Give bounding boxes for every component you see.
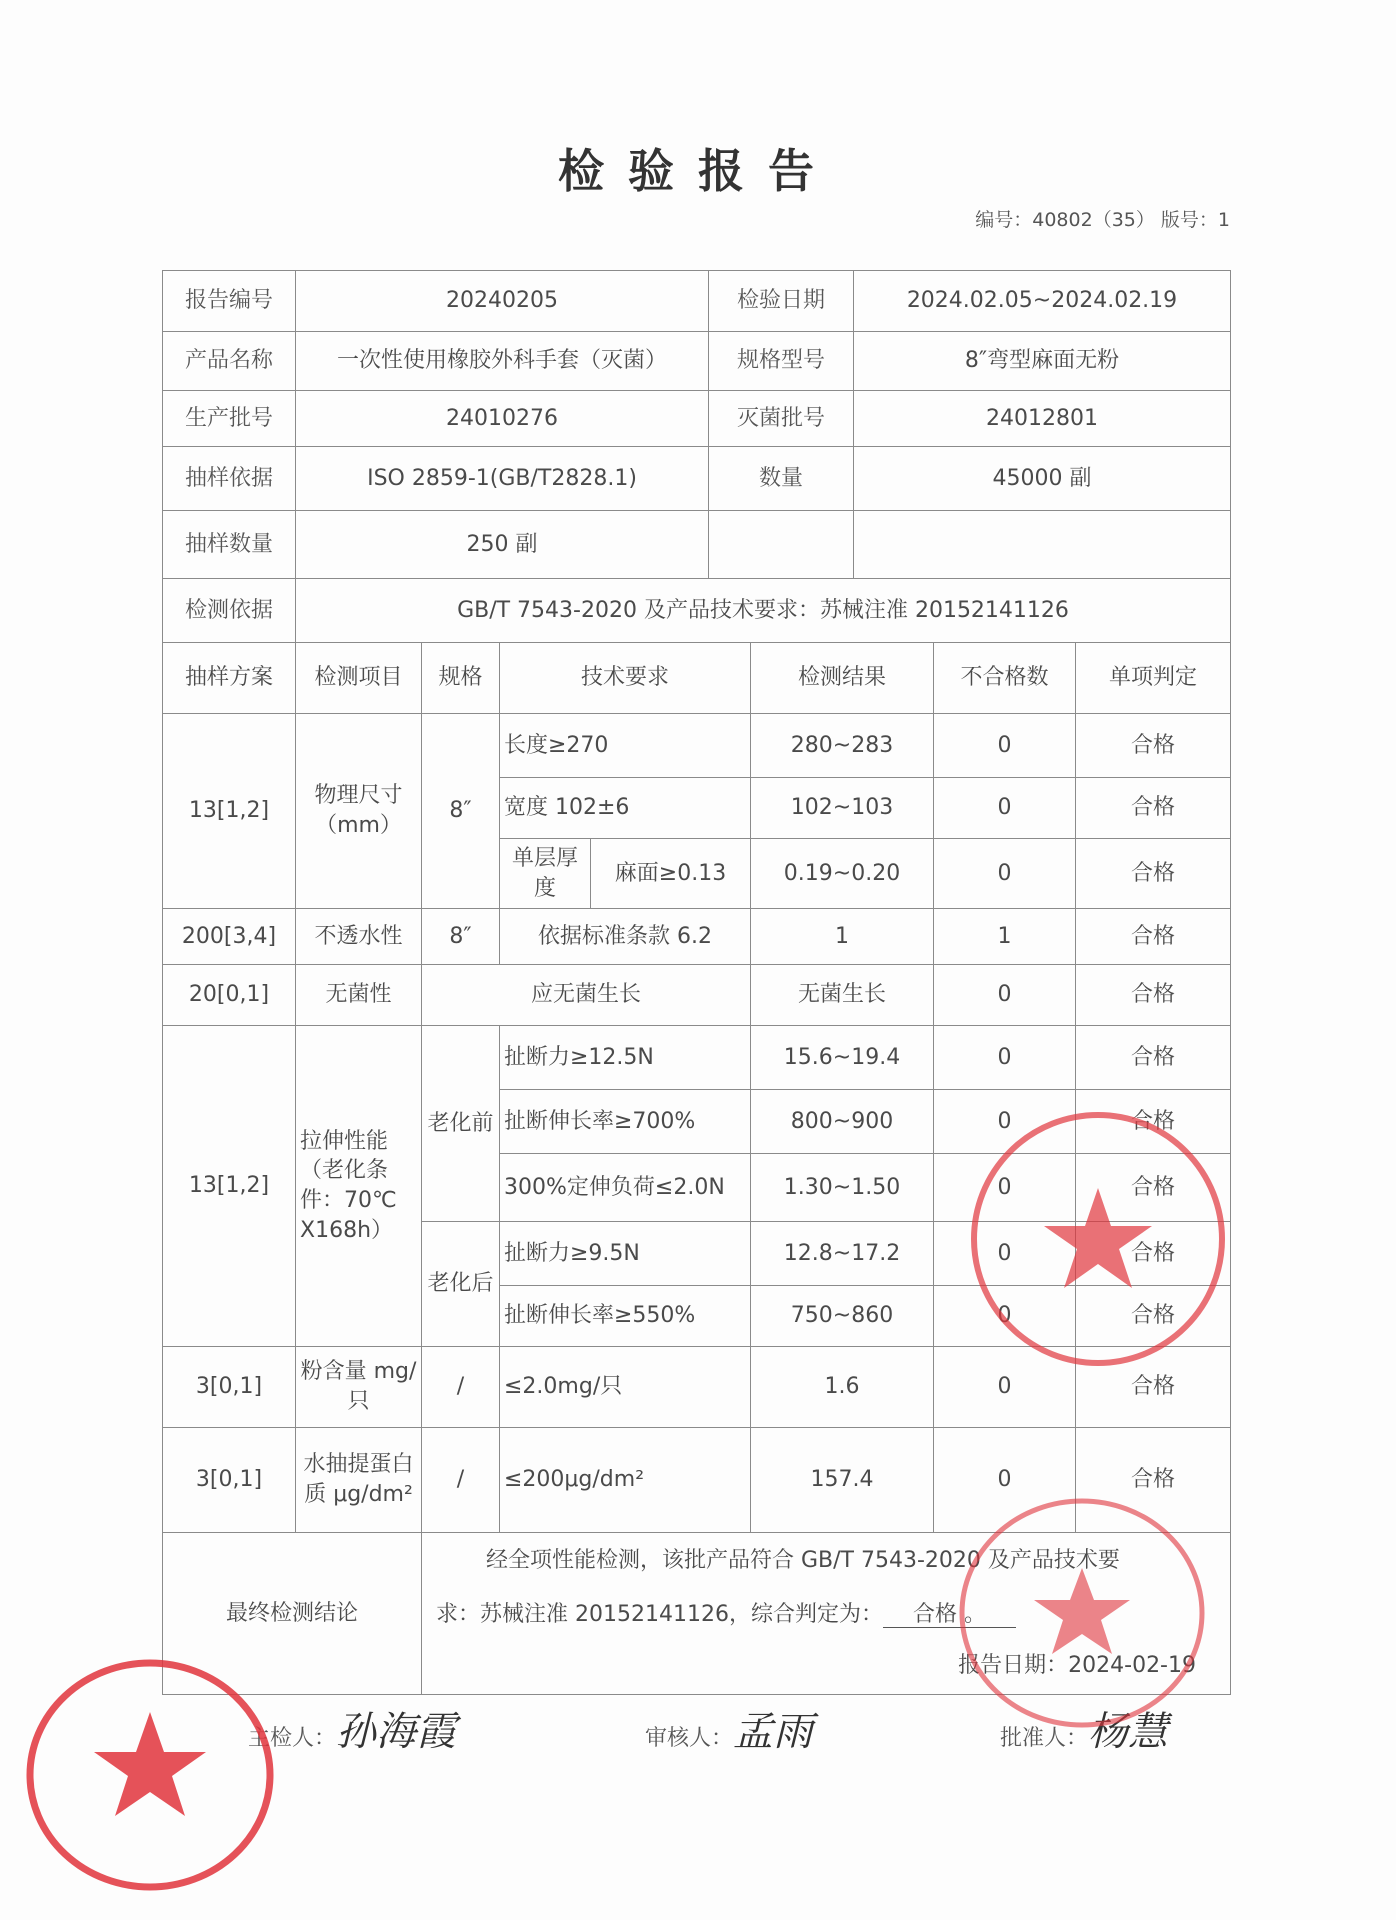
product-name: 一次性使用橡胶外科手套（灭菌） bbox=[296, 332, 709, 391]
test-basis: GB/T 7543-2020 及产品技术要求：苏械注准 20152141126 bbox=[296, 579, 1231, 643]
sample-quantity: 250 副 bbox=[296, 511, 709, 579]
requirement: 扯断伸长率≥550% bbox=[500, 1286, 751, 1347]
requirement: 300%定伸负荷≤2.0N bbox=[500, 1154, 751, 1222]
label: 报告编号 bbox=[163, 271, 296, 332]
requirement bbox=[500, 839, 751, 909]
requirement: 扯断力≥9.5N bbox=[500, 1222, 751, 1286]
column-header: 技术要求 bbox=[500, 643, 751, 714]
verdict-period: 。 bbox=[963, 1601, 986, 1627]
fail-count: 0 bbox=[934, 1222, 1076, 1286]
aging-after: 老化后 bbox=[422, 1222, 500, 1347]
reviewer-label: 审核人： bbox=[645, 1726, 734, 1751]
inspector-handwriting: 孙海霞 bbox=[336, 1709, 457, 1755]
label: 检测依据 bbox=[163, 579, 296, 643]
spec: 8″ bbox=[422, 909, 500, 965]
result: 1 bbox=[751, 909, 934, 965]
verdict-text: 合格 bbox=[912, 1601, 957, 1627]
sampling-plan: 13[1,2] bbox=[163, 714, 296, 909]
spec: 8″ bbox=[422, 714, 500, 909]
fail-count: 0 bbox=[934, 1026, 1076, 1090]
empty-cell bbox=[854, 511, 1231, 579]
column-header: 规格 bbox=[422, 643, 500, 714]
inspection-date: 2024.02.05~2024.02.19 bbox=[854, 271, 1231, 332]
approver-label: 批准人： bbox=[1000, 1726, 1089, 1751]
table-row bbox=[163, 714, 1231, 778]
quantity: 45000 副 bbox=[854, 447, 1231, 511]
result: 102~103 bbox=[751, 778, 934, 839]
sampling-plan: 13[1,2] bbox=[163, 1026, 296, 1347]
column-header: 抽样方案 bbox=[163, 643, 296, 714]
table-row bbox=[163, 1026, 1231, 1090]
report-date: 报告日期：2024-02-19 bbox=[958, 1653, 1196, 1679]
sampling-basis: ISO 2859-1(GB/T2828.1) bbox=[296, 447, 709, 511]
judgment: 合格 bbox=[1076, 1090, 1231, 1154]
result: 750~860 bbox=[751, 1286, 934, 1347]
requirement: 扯断伸长率≥700% bbox=[500, 1090, 751, 1154]
judgment: 合格 bbox=[1076, 714, 1231, 778]
production-batch: 24010276 bbox=[296, 391, 709, 447]
label: 产品名称 bbox=[163, 332, 296, 391]
result: 0.19~0.20 bbox=[751, 839, 934, 909]
column-header: 检测结果 bbox=[751, 643, 934, 714]
label: 灭菌批号 bbox=[709, 391, 854, 447]
judgment: 合格 bbox=[1076, 1428, 1231, 1533]
quality-stamp bbox=[22, 1650, 282, 1900]
requirement: 依据标准条款 6.2 bbox=[500, 909, 751, 965]
result: 280~283 bbox=[751, 714, 934, 778]
spec: / bbox=[422, 1428, 500, 1533]
sampling-plan: 20[0,1] bbox=[163, 965, 296, 1026]
warehouse-stamp bbox=[966, 1108, 1230, 1370]
fail-count: 0 bbox=[934, 778, 1076, 839]
judgment: 合格 bbox=[1076, 1222, 1231, 1286]
header-row bbox=[163, 643, 1231, 714]
fail-count: 1 bbox=[934, 909, 1076, 965]
requirement: 应无菌生长 bbox=[422, 965, 751, 1026]
column-header: 检测项目 bbox=[296, 643, 422, 714]
fail-count: 0 bbox=[934, 839, 1076, 909]
conclusion-line: 经全项性能检测，该批产品符合 GB/T 7543-2020 及产品技术要 bbox=[486, 1547, 1120, 1573]
fail-count: 0 bbox=[934, 1286, 1076, 1347]
spec-model: 8″弯型麻面无粉 bbox=[854, 332, 1231, 391]
judgment: 合格 bbox=[1076, 1026, 1231, 1090]
fail-count: 0 bbox=[934, 1428, 1076, 1533]
result: 157.4 bbox=[751, 1428, 934, 1533]
test-item: 拉伸性能（老化条件：70℃ X168h） bbox=[296, 1026, 422, 1347]
label: 抽样依据 bbox=[163, 447, 296, 511]
reviewer-handwriting: 孟雨 bbox=[733, 1709, 814, 1755]
result: 800~900 bbox=[751, 1090, 934, 1154]
test-item: 无菌性 bbox=[296, 965, 422, 1026]
label: 检验日期 bbox=[709, 271, 854, 332]
test-item: 不透水性 bbox=[296, 909, 422, 965]
result: 1.6 bbox=[751, 1347, 934, 1428]
test-item: 粉含量 mg/只 bbox=[296, 1347, 422, 1428]
column-header: 单项判定 bbox=[1076, 643, 1231, 714]
judgment: 合格 bbox=[1076, 1347, 1231, 1428]
label: 数量 bbox=[709, 447, 854, 511]
document-number: 编号：40802（35） 版号：1 bbox=[975, 209, 1230, 231]
result: 15.6~19.4 bbox=[751, 1026, 934, 1090]
sampling-plan: 3[0,1] bbox=[163, 1428, 296, 1533]
fail-count: 0 bbox=[934, 1090, 1076, 1154]
label: 抽样数量 bbox=[163, 511, 296, 579]
label: 规格型号 bbox=[709, 332, 854, 391]
empty-cell bbox=[709, 511, 854, 579]
test-item: 物理尺寸（mm） bbox=[296, 714, 422, 909]
report-title: 检验报告 bbox=[558, 144, 838, 198]
fail-count: 0 bbox=[934, 714, 1076, 778]
fail-count: 0 bbox=[934, 1154, 1076, 1222]
sampling-plan: 3[0,1] bbox=[163, 1347, 296, 1428]
judgment: 合格 bbox=[1076, 1286, 1231, 1347]
requirement-value: 麻面≥0.13 bbox=[614, 860, 727, 886]
judgment: 合格 bbox=[1076, 965, 1231, 1026]
judgment: 合格 bbox=[1076, 1154, 1231, 1222]
judgment: 合格 bbox=[1076, 909, 1231, 965]
requirement: 宽度 102±6 bbox=[500, 778, 751, 839]
report-number: 20240205 bbox=[296, 271, 709, 332]
conclusion-line: 求：苏械注准 20152141126，综合判定为： bbox=[436, 1601, 883, 1627]
company-stamp bbox=[952, 1488, 1212, 1738]
requirement-label: 单层厚度 bbox=[500, 839, 591, 908]
column-header: 不合格数 bbox=[934, 643, 1076, 714]
reviewer-signature bbox=[645, 1700, 813, 1757]
requirement: ≤200μg/dm² bbox=[500, 1428, 751, 1533]
requirement: ≤2.0mg/只 bbox=[500, 1347, 751, 1428]
requirement: 扯断力≥12.5N bbox=[500, 1026, 751, 1090]
conclusion-label: 最终检测结论 bbox=[163, 1533, 422, 1695]
result: 1.30~1.50 bbox=[751, 1154, 934, 1222]
inspector-label: 主检人： bbox=[248, 1726, 337, 1751]
test-item: 水抽提蛋白质 μg/dm² bbox=[296, 1428, 422, 1533]
fail-count: 0 bbox=[934, 965, 1076, 1026]
info-table bbox=[162, 270, 1231, 643]
table-row bbox=[163, 909, 1231, 965]
result: 无菌生长 bbox=[751, 965, 934, 1026]
sterilization-batch: 24012801 bbox=[854, 391, 1231, 447]
aging-before: 老化前 bbox=[422, 1026, 500, 1222]
judgment: 合格 bbox=[1076, 778, 1231, 839]
fail-count: 0 bbox=[934, 1347, 1076, 1428]
requirement: 长度≥270 bbox=[500, 714, 751, 778]
table-row bbox=[163, 965, 1231, 1026]
spec: / bbox=[422, 1347, 500, 1428]
judgment: 合格 bbox=[1076, 839, 1231, 909]
sampling-plan: 200[3,4] bbox=[163, 909, 296, 965]
label: 生产批号 bbox=[163, 391, 296, 447]
approver-handwriting: 杨慧 bbox=[1088, 1709, 1169, 1755]
result: 12.8~17.2 bbox=[751, 1222, 934, 1286]
